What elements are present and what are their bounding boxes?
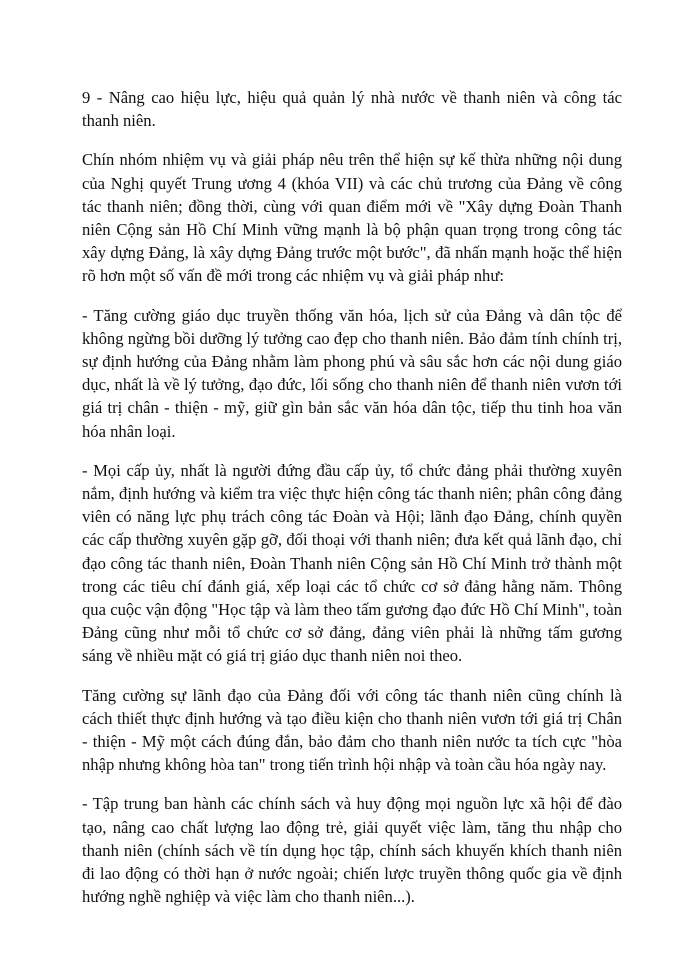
paragraph-party-leadership: Tăng cường sự lãnh đạo của Đảng đối với công tác thanh niên cũng chính là cách thiết thực định hướng và tạo điều kiện cho thanh niên vươn tới giá trị Chân - thiện - Mỹ một cách đúng đắn, bảo đảm cho thanh niên nước ta tích cực "hòa nhập nhưng không hòa tan" trong tiến trình hội nhập và toàn cầu hóa ngày nay. [82, 685, 622, 775]
paragraph-bullet-party-committees: - Mọi cấp ủy, nhất là người đứng đầu cấp ủy, tổ chức đảng phải thường xuyên nắm, định hướng và kiểm tra việc thực hiện công tác thanh niên; phân công đảng viên có năng lực phụ trách công tác Đoàn và Hội; lãnh đạo Đảng, chính quyền các cấp thường xuyên gặp gỡ, đối thoại với thanh niên; đưa kết quả lãnh đạo, chỉ đạo công tác thanh niên, Đoàn Thanh niên Cộng sản Hồ Chí Minh trở thành một trong các tiêu chí đánh giá, xếp loại các tổ chức cơ sở đảng hằng năm. Thông qua cuộc vận động "Học tập và làm theo tấm gương đạo đức Hồ Chí Minh", toàn Đảng cũng như mỗi tổ chức cơ sở đảng, đảng viên phải là những tấm gương sáng về nhiều mặt có giá trị giáo dục thanh niên noi theo. [82, 460, 622, 666]
paragraph-summary: Chín nhóm nhiệm vụ và giải pháp nêu trên thể hiện sự kế thừa những nội dung của Nghị quyết Trung ương 4 (khóa VII) và các chủ trương của Đảng về công tác thanh niên; đồng thời, cùng với quan điểm mới về "Xây dựng Đoàn Thanh niên Cộng sản Hồ Chí Minh vững mạnh là bộ phận quan trọng trong công tác xây dựng Đảng, là xây dựng Đảng trước một bước", đã nhấn mạnh hoặc thể hiện rõ hơn một số vấn đề mới trong các nhiệm vụ và giải pháp như: [82, 150, 622, 286]
paragraph-bullet-education: - Tăng cường giáo dục truyền thống văn hóa, lịch sử của Đảng và dân tộc để không ngừng bồi dưỡng lý tưởng cao đẹp cho thanh niên. Bảo đảm tính chính trị, sự định hướng của Đảng nhằm làm phong phú và sâu sắc hơn các nội dung giáo dục, nhất là về lý tưởng, đạo đức, lối sống cho thanh niên để thanh niên vươn tới giá trị chân - thiện - mỹ, giữ gìn bản sắc văn hóa dân tộc, tiếp thu tinh hoa văn hóa nhân loại. [82, 305, 622, 441]
paragraph-bullet-policies: - Tập trung ban hành các chính sách và huy động mọi nguồn lực xã hội để đào tạo, nâng cao chất lượng lao động trẻ, giải quyết việc làm, tăng thu nhập cho thanh niên (chính sách về tín dụng học tập, chính sách khuyến khích thanh niên đi lao động có thời hạn ở nước ngoài; chiến lược truyền thông quốc gia về định hướng nghề nghiệp và việc làm cho thanh niên...). [82, 794, 622, 907]
paragraph-item-9: 9 - Nâng cao hiệu lực, hiệu quả quản lý nhà nước về thanh niên và công tác thanh niên. [82, 88, 622, 131]
document-body [82, 86, 622, 925]
